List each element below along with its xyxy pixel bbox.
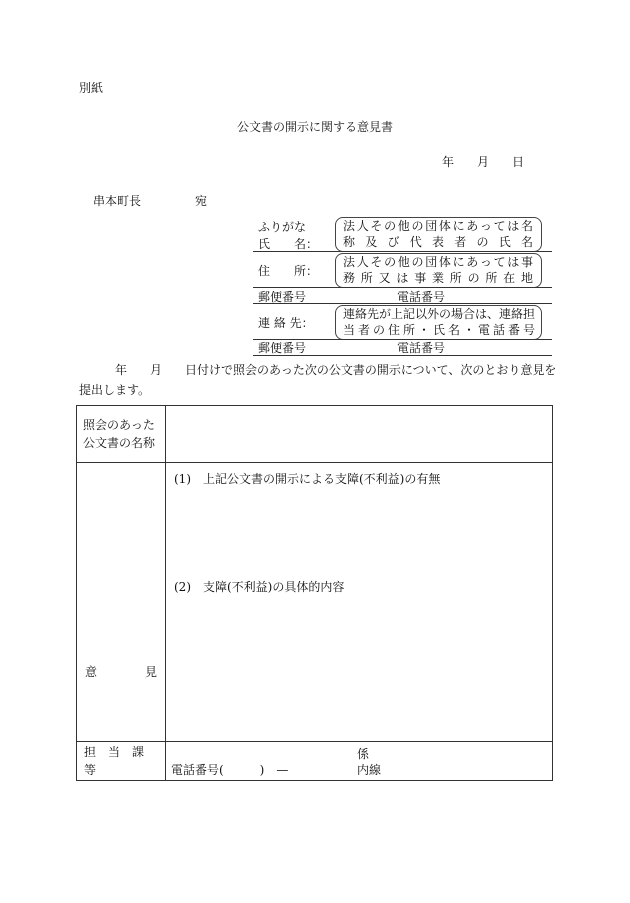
opinion-label-cell <box>77 463 166 742</box>
document-name-label-line2: 公文書の名称 <box>83 436 156 450</box>
address-note-line2: 務所又は事業所の所在地 <box>343 271 533 285</box>
document-name-label-line1: 照会のあった <box>83 418 155 432</box>
name-note-line1: 法人その他の団体にあっては名 <box>343 219 533 233</box>
contact-note <box>343 306 535 338</box>
address-note-line1: 法人その他の団体にあっては事 <box>343 255 533 269</box>
opinion-label-left: 意 <box>85 665 98 679</box>
addressee-name: 串本町長 <box>93 194 142 208</box>
contact-note-line1: 連絡先が上記以外の場合は、連絡担 <box>343 307 536 321</box>
department-label: 担 当 課 等 <box>84 745 157 777</box>
department-label-cell <box>77 742 166 781</box>
document-name-label-cell <box>77 406 166 463</box>
document-name-label <box>77 416 165 452</box>
opinion-item-1: (1) 上記公文書の開示による支障(不利益)の有無 <box>174 472 441 486</box>
date-month: 月 <box>477 155 490 169</box>
attachment-label: 別紙 <box>79 81 104 95</box>
document-title: 公文書の開示に関する意見書 <box>237 120 394 134</box>
name-label: 氏 名： <box>258 237 319 251</box>
address-note <box>343 254 533 286</box>
intro-line1: 日付けで照会のあった次の公文書の開示について、次のとおり意見を <box>185 363 557 377</box>
department-phone: 電話番号( ) — <box>171 763 289 777</box>
address-label: 住 所： <box>258 264 319 278</box>
department-extension: 内線 <box>357 763 382 777</box>
intro-line2: 提出します。 <box>79 383 151 397</box>
opinion-label <box>77 663 165 681</box>
name-note <box>343 218 533 250</box>
phone-label-1: 電話番号 <box>397 290 446 304</box>
date-year: 年 <box>442 155 455 169</box>
opinion-item-2: (2) 支障(不利益)の具体的内容 <box>174 580 345 594</box>
opinion-value-cell[interactable] <box>166 463 553 742</box>
postal-label-2: 郵便番号 <box>258 341 307 355</box>
address-underline <box>253 287 552 288</box>
opinion-table <box>76 405 553 781</box>
department-section: 係 <box>357 747 370 761</box>
addressee-honorific: 宛 <box>195 194 208 208</box>
intro-year: 年 <box>115 363 128 377</box>
intro-month: 月 <box>150 363 163 377</box>
furigana-label: ふりがな <box>258 220 307 234</box>
postal-underline-1 <box>253 303 552 304</box>
contact-underline <box>253 339 552 340</box>
department-value-cell[interactable] <box>166 742 553 781</box>
postal-underline-2 <box>253 355 552 356</box>
name-underline <box>253 251 552 252</box>
table-row-department <box>77 742 553 781</box>
opinion-label-right: 見 <box>144 665 157 679</box>
date-day: 日 <box>512 155 525 169</box>
name-note-line2: 称及び代表者の氏名 <box>343 235 533 249</box>
phone-label-2: 電話番号 <box>397 341 446 355</box>
table-row-document-name <box>77 406 553 463</box>
contact-note-line2: 当者の住所・氏名・電話番号 <box>343 323 535 337</box>
postal-label-1: 郵便番号 <box>258 290 307 304</box>
table-row-opinion <box>77 463 553 742</box>
document-name-value-cell[interactable] <box>166 406 553 463</box>
contact-label: 連 絡 先： <box>258 316 314 330</box>
